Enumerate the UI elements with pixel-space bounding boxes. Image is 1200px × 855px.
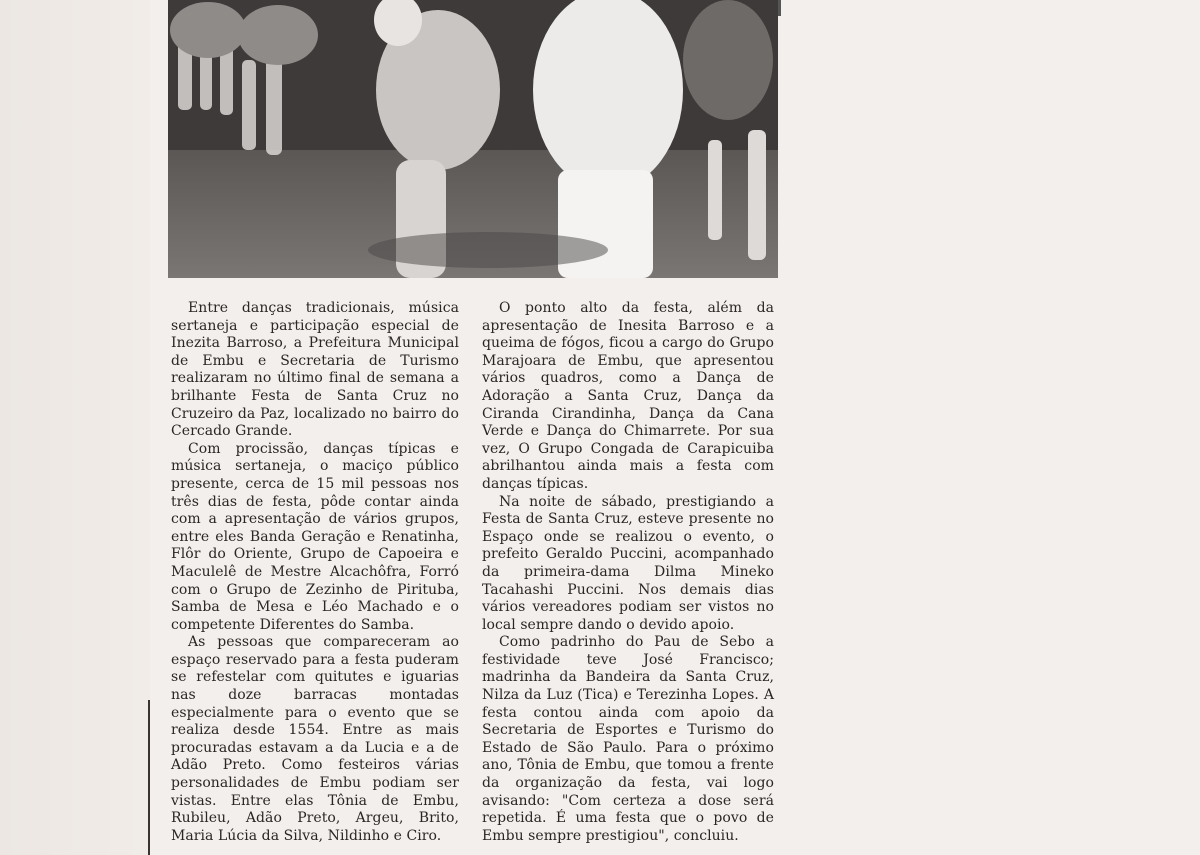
article-paragraph: O ponto alto da festa, além da apresentação de Inesita Barroso e a queima de fógos, ficou a cargo do Grupo Marajoara de Embu, que apresentou vários quadros, como a Dança de Adoração a Santa Cruz, Dança da Ciranda Cirandinha, Dança da Cana Verde e Dança do Chimarrete. Por sua vez, O Grupo Congada de Carapicuiba abrilhantou ainda mais a festa com danças típicas. <box>482 300 774 492</box>
margin-rule <box>148 700 150 855</box>
scan-margin <box>0 0 150 855</box>
article-paragraph: Com procissão, danças típicas e música sertaneja, o maciço público presente, cerca de 15 mil pessoas nos três dias de festa, pôde contar ainda com a apresentação de vários grupos, entre eles Banda Geração e Renatinha, Flôr do Oriente, Grupo de Capoeira e Maculelê de Mestre Alcachôfra, Forró com o Grupo de Zezinho de Pirituba, Samba de Mesa e Léo Machado e o competente Diferentes do Samba. <box>171 440 459 633</box>
article-column-right <box>482 300 774 845</box>
article-paragraph: Como padrinho do Pau de Sebo a festividade teve José Francisco; madrinha da Bandeira da Santa Cruz, Nilza da Luz (Tica) e Terezinha Lopes. A festa contou ainda com apoio da Secretaria de Esportes e Turismo do Estado de São Paulo. Para o próximo ano, Tônia de Embu, que tomou a frente da organização da festa, vai logo avisando: "Com certeza a dose será repetida. É uma festa que o povo de Embu sempre prestigiou", concluiu. <box>482 634 774 844</box>
photo-corner-mark <box>778 0 781 16</box>
article-paragraph: Na noite de sábado, prestigiando a Festa de Santa Cruz, esteve presente no Espaço onde se realizou o evento, o prefeito Geraldo Puccini, acompanhado da primeira-dama Dilma Mineko Tacahashi Puccini. Nos demais dias vários vereadores podiam ser vistos no local sempre dando o devido apoio. <box>482 493 774 633</box>
article-paragraph: Entre danças tradicionais, música sertaneja e participação especial de Inezita Barroso, a Prefeitura Municipal de Embu e Secretaria de Turismo realizaram no último final de semana a brilhante Festa de Santa Cruz no Cruzeiro da Paz, localizado no bairro do Cercado Grande. <box>171 300 459 440</box>
festival-photo <box>168 0 778 278</box>
article-column-left <box>171 300 459 845</box>
article-paragraph: As pessoas que compareceram ao espaço reservado para a festa puderam se refestelar com quitutes e iguarias nas doze barracas montadas especialmente para o evento que se realiza desde 1554. Entre as mais procuradas estavam a da Lucia e a de Adão Preto. Como festeiros várias personalidades de Embu podiam ser vistas. Entre elas Tônia de Embu, Rubileu, Adão Preto, Argeu, Brito, Maria Lúcia da Silva, Nildinho e Ciro. <box>171 634 459 844</box>
